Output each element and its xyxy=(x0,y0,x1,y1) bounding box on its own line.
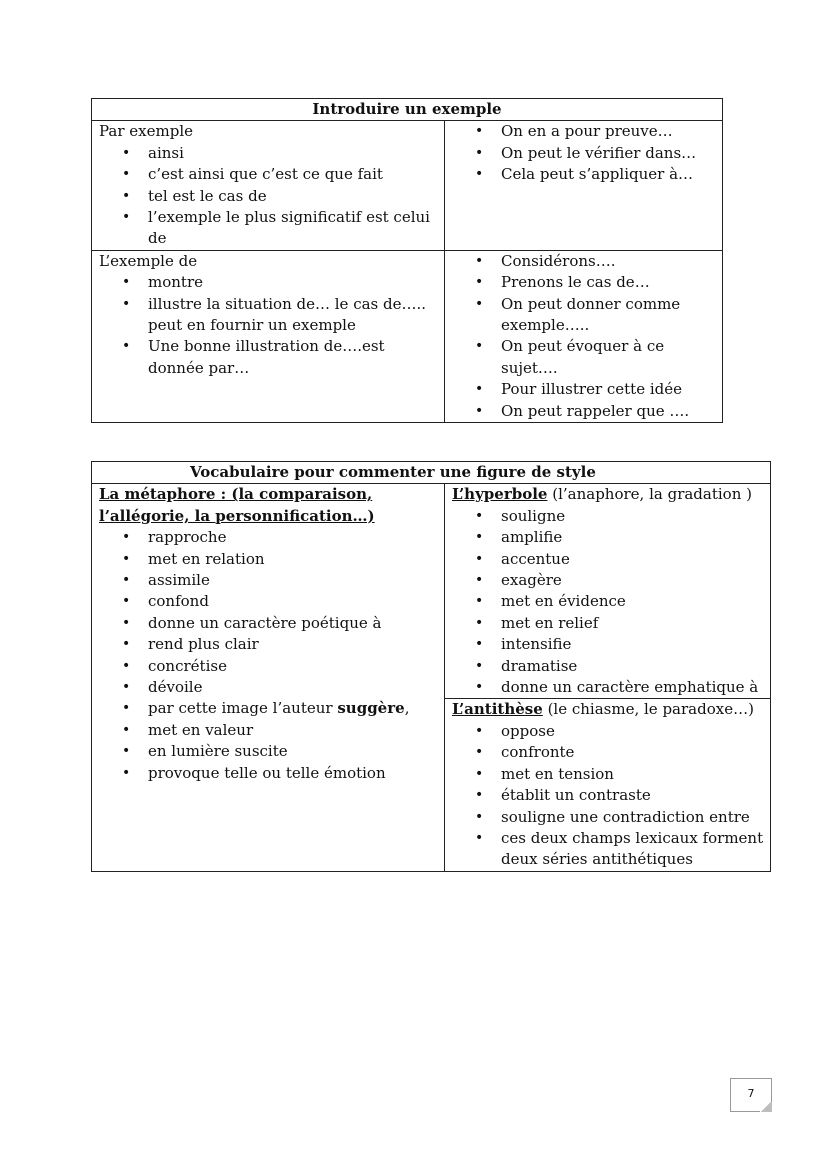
page-fold-icon xyxy=(760,1102,772,1112)
section-title-metaphore: La métaphore : (la comparaison, l’allégorie, la personnification…) xyxy=(99,485,375,525)
table-cell xyxy=(445,250,723,422)
list-item: • oppose xyxy=(501,721,770,742)
list-item: • dramatise xyxy=(501,656,770,677)
list-item: • accentue xyxy=(501,549,770,570)
list-item: • met en tension xyxy=(501,764,770,785)
list-item: • amplifie xyxy=(501,527,770,548)
table-cell xyxy=(92,250,445,422)
list-item: • Cela peut s’appliquer à… xyxy=(501,164,722,185)
bullet-list xyxy=(445,251,722,422)
list-item: • met en valeur xyxy=(148,720,444,741)
page-number: 7 xyxy=(747,1087,755,1100)
table-vocabulaire-figure-style xyxy=(91,461,771,872)
section-subtitle: (le chiasme, le paradoxe…) xyxy=(542,700,754,719)
bullet-list xyxy=(445,506,770,699)
table-cell xyxy=(445,121,723,250)
list-item: • provoque telle ou telle émotion xyxy=(148,763,444,784)
list-item: • rapproche xyxy=(148,527,444,548)
table-row xyxy=(92,250,723,422)
list-item: • On en a pour preuve… xyxy=(501,121,722,142)
list-item: • confond xyxy=(148,591,444,612)
list-item: • On peut rappeler que …. xyxy=(501,401,722,422)
list-item: • confronte xyxy=(501,742,770,763)
section-title: L’hyperbole xyxy=(452,485,548,504)
list-item: • On peut le vérifier dans… xyxy=(501,143,722,164)
table-row xyxy=(92,484,771,699)
list-item: • illustre la situation de… le cas de….. peut en fournir un exemple xyxy=(148,294,444,337)
list-item: • assimile xyxy=(148,570,444,591)
list-item: • tel est le cas de xyxy=(148,186,444,207)
page-number-box xyxy=(730,1078,772,1112)
list-item: • Considérons…. xyxy=(501,251,722,272)
list-item: • montre xyxy=(148,272,444,293)
section-title: L’antithèse xyxy=(452,700,543,719)
bullet-list xyxy=(92,527,444,784)
table-introduire-exemple xyxy=(91,98,723,423)
list-item: • rend plus clair xyxy=(148,634,444,655)
list-item: • en lumière suscite xyxy=(148,741,444,762)
list-item: • souligne une contradiction entre xyxy=(501,807,770,828)
list-item: • donne un caractère emphatique à xyxy=(501,677,770,698)
section-title-hyperbole xyxy=(445,484,770,505)
list-item-text: , xyxy=(404,699,410,718)
list-item: • ces deux champs lexicaux forment deux séries antithétiques xyxy=(501,828,770,871)
table-cell xyxy=(445,484,771,699)
bullet-list xyxy=(92,272,444,379)
list-item: • établit un contraste xyxy=(501,785,770,806)
list-item: • c’est ainsi que c’est ce que fait xyxy=(148,164,444,185)
list-item: • dévoile xyxy=(148,677,444,698)
list-item: • Une bonne illustration de….est donnée par… xyxy=(148,336,444,379)
bullet-list xyxy=(445,121,722,185)
cell-intro: L’exemple de xyxy=(99,251,198,270)
list-item: • exagère xyxy=(501,570,770,591)
list-item xyxy=(148,698,444,719)
list-item: • met en évidence xyxy=(501,591,770,612)
list-item: • concrétise xyxy=(148,656,444,677)
list-item-bold: suggère xyxy=(337,699,405,718)
table-cell xyxy=(445,699,771,871)
list-item: • met en relief xyxy=(501,613,770,634)
list-item: • Prenons le cas de… xyxy=(501,272,722,293)
table-header xyxy=(92,462,771,484)
list-item: • On peut évoquer à ce sujet…. xyxy=(501,336,722,379)
table-row xyxy=(92,121,723,250)
list-item: • souligne xyxy=(501,506,770,527)
list-item: • ainsi xyxy=(148,143,444,164)
list-item: • met en relation xyxy=(148,549,444,570)
section-title-antithese xyxy=(445,699,770,720)
list-item: • Pour illustrer cette idée xyxy=(501,379,722,400)
list-item: • l’exemple le plus significatif est celui de xyxy=(148,207,444,250)
bullet-list xyxy=(445,721,770,871)
table-header: Introduire un exemple xyxy=(92,99,723,121)
table-cell xyxy=(92,484,445,871)
table-header-text: Vocabulaire pour commenter une figure de style xyxy=(190,463,596,481)
table-cell xyxy=(92,121,445,250)
list-item: • intensifie xyxy=(501,634,770,655)
list-item: • On peut donner comme exemple….. xyxy=(501,294,722,337)
bullet-list xyxy=(92,143,444,250)
cell-intro: Par exemple xyxy=(99,122,194,141)
list-item-text: par cette image l’auteur xyxy=(148,699,338,718)
list-item: • donne un caractère poétique à xyxy=(148,613,444,634)
section-subtitle: (l’anaphore, la gradation ) xyxy=(547,485,752,504)
